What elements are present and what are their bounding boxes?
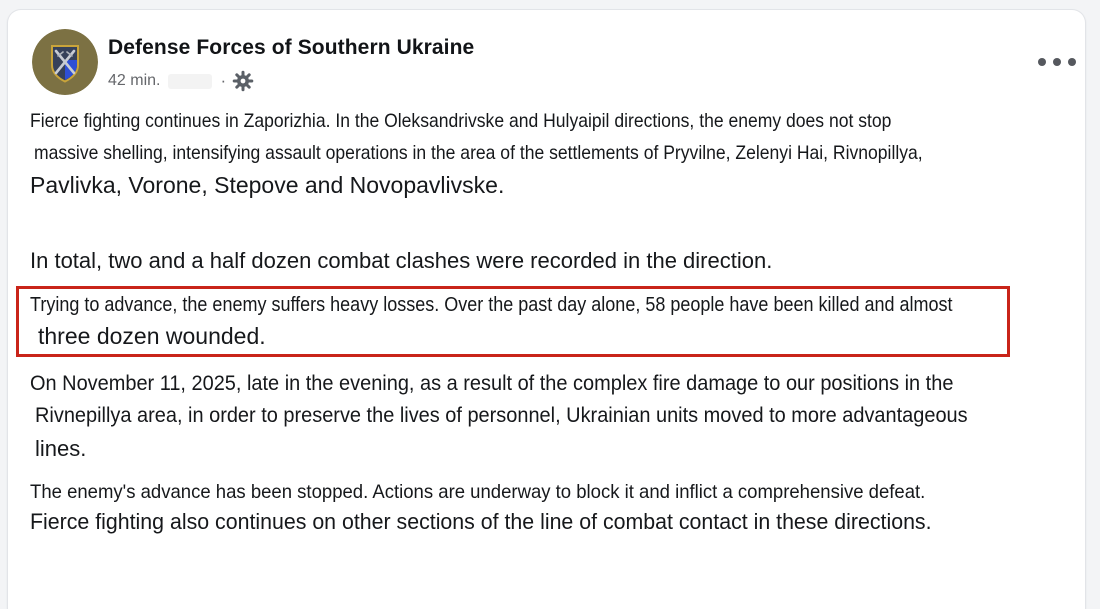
faded-overlay bbox=[168, 74, 212, 89]
post-text-line: The enemy's advance has been stopped. Actions are underway to block it and inflict a comprehensive defeat. bbox=[30, 481, 926, 503]
post-menu-button[interactable] bbox=[1034, 54, 1080, 70]
post-text-line: Rivnepillya area, in order to preserve the lives of personnel, Ukrainian units moved to more advantageous bbox=[35, 404, 968, 427]
post-text-line: massive shelling, intensifying assault operations in the area of the settlements of Pryvilne, Zelenyi Hai, Rivnopillya, bbox=[34, 142, 923, 164]
ellipsis-icon bbox=[1053, 58, 1061, 66]
ellipsis-icon bbox=[1068, 58, 1076, 66]
highlighted-text-line: Trying to advance, the enemy suffers heavy losses. Over the past day alone, 58 people have been killed and almost bbox=[30, 294, 953, 316]
author-name[interactable]: Defense Forces of Southern Ukraine bbox=[108, 36, 475, 59]
post-text-line: Fierce fighting also continues on other sections of the line of combat contact in these directions. bbox=[30, 509, 932, 534]
post-text-line: lines. bbox=[35, 436, 87, 461]
post-meta bbox=[108, 70, 254, 92]
gear-icon bbox=[232, 70, 254, 92]
post-card bbox=[7, 9, 1086, 609]
dot-separator: · bbox=[220, 71, 227, 90]
post-text-line: On November 11, 2025, late in the evening, as a result of the complex fire damage to our positions in the bbox=[30, 372, 954, 395]
unit-shield-emblem-icon bbox=[32, 29, 98, 95]
post-text-line: Pavlivka, Vorone, Stepove and Novopavlivske. bbox=[30, 172, 505, 198]
post-text-line: In total, two and a half dozen combat clashes were recorded in the direction. bbox=[30, 248, 773, 273]
avatar[interactable] bbox=[32, 29, 98, 95]
timestamp[interactable]: 42 min. bbox=[108, 72, 161, 89]
post-text-line: Fierce fighting continues in Zaporizhia. In the Oleksandrivske and Hulyaipil directions, the enemy does not stop bbox=[30, 110, 892, 132]
highlighted-text-line: three dozen wounded. bbox=[38, 323, 266, 349]
ellipsis-icon bbox=[1038, 58, 1046, 66]
